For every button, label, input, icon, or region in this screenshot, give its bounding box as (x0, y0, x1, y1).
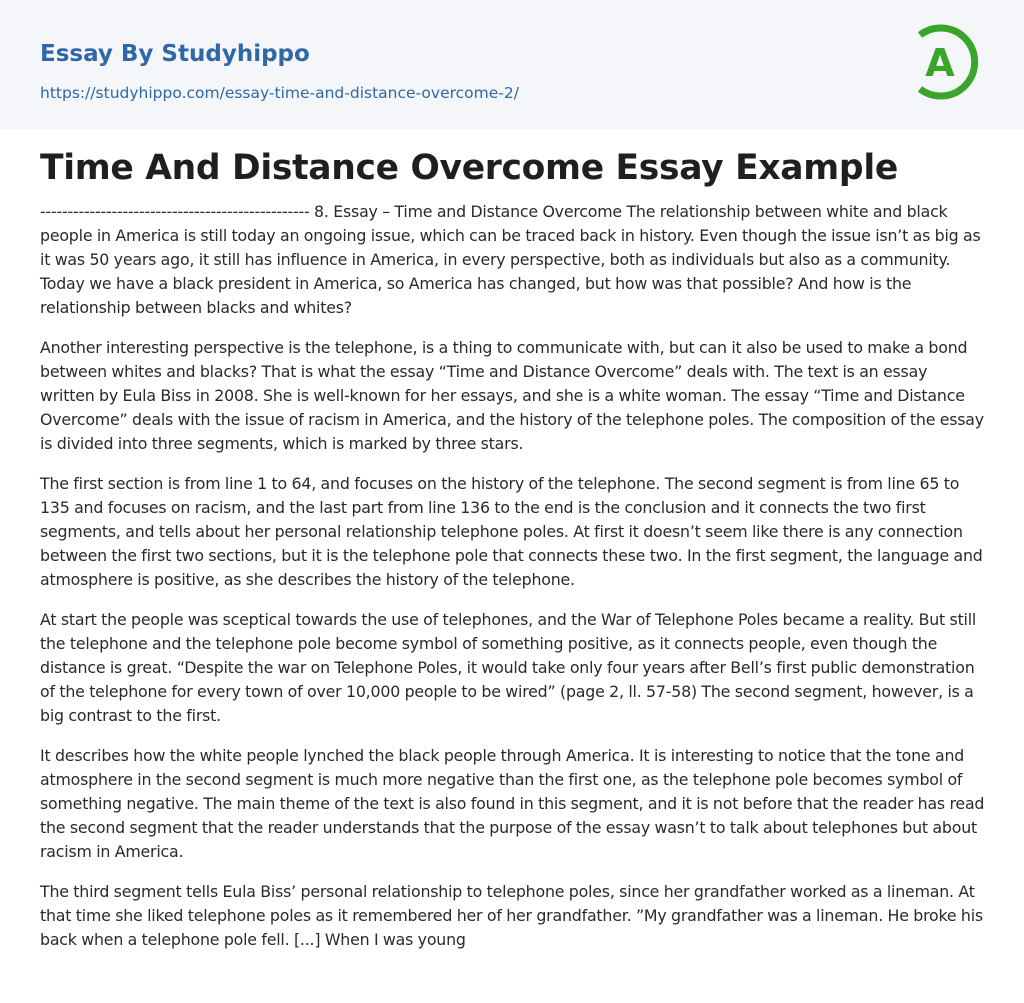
article (40, 144, 985, 968)
page-url-link[interactable]: https://studyhippo.com/essay-time-and-distance-overcome-2/ (40, 84, 519, 102)
paragraph: The third segment tells Eula Biss’ personal relationship to telephone poles, since her grandfather worked as a lineman. At that time she liked telephone poles as it remembered her of her grandfather. ”My grandfather was a lineman. He broke his back when a telephone pole fell. [...] When I was young (40, 882, 983, 949)
site-brand[interactable]: Essay By Studyhippo (40, 41, 310, 67)
paragraph: Another interesting perspective is the telephone, is a thing to communicate with, but can it also be used to make a bond between whites and blacks? That is what the essay “Time and Distance Overcome” deals with. The text is an essay written by Eula Biss in 2008. She is well-known for her essays, and she is a white woman. The essay “Time and Distance Overcome” deals with the issue of racism in America, and the history of the telephone poles. The composition of the essay is divided into three segments, which is marked by three stars. (40, 338, 984, 453)
paragraph: ------------------------------------------------- 8. Essay – Time and Distance Overcome The relationship between white and black people in America is still today an ongoing issue, which can be traced back in history. Even though the issue isn’t as big as it was 50 years ago, it still has influence in America, in every perspective, both as individuals but also as a community. Today we have a black president in America, so America has changed, but how was that possible? And how is the relationship between blacks and whites? (40, 202, 981, 317)
studyhippo-logo-icon[interactable] (912, 19, 986, 105)
logo-letter: A (925, 41, 955, 85)
paragraph: The first section is from line 1 to 64, and focuses on the history of the telephone. The second segment is from line 65 to 135 and focuses on racism, and the last part from line 136 to the end is the conclusion and it connects the two first segments, and tells about her personal relationship telephone poles. At first it doesn’t seem like there is any connection between the first two sections, but it is the telephone pole that connects these two. In the first segment, the language and atmosphere is positive, as she describes the history of the telephone. (40, 474, 983, 589)
paragraph: At start the people was sceptical towards the use of telephones, and the War of Telephone Poles became a reality. But still the telephone and the telephone pole become symbol of something positive, as it connects people, even though the distance is great. “Despite the war on Telephone Poles, it would take only four years after Bell’s first public demonstration of the telephone for every town of over 10,000 people to be wired” (page 2, ll. 57-58) The second segment, however, is a big contrast to the first. (40, 610, 977, 725)
site-header (0, 0, 1024, 129)
page-title: Time And Distance Overcome Essay Example (40, 148, 898, 188)
paragraph: It describes how the white people lynched the black people through America. It is interesting to notice that the tone and atmosphere in the second segment is much more negative than the first one, as the telephone pole becomes symbol of something negative. The main theme of the text is also found in this segment, and it is not before that the reader has read the second segment that the reader understands that the purpose of the essay wasn’t to talk about telephones but about racism in America. (40, 746, 985, 861)
